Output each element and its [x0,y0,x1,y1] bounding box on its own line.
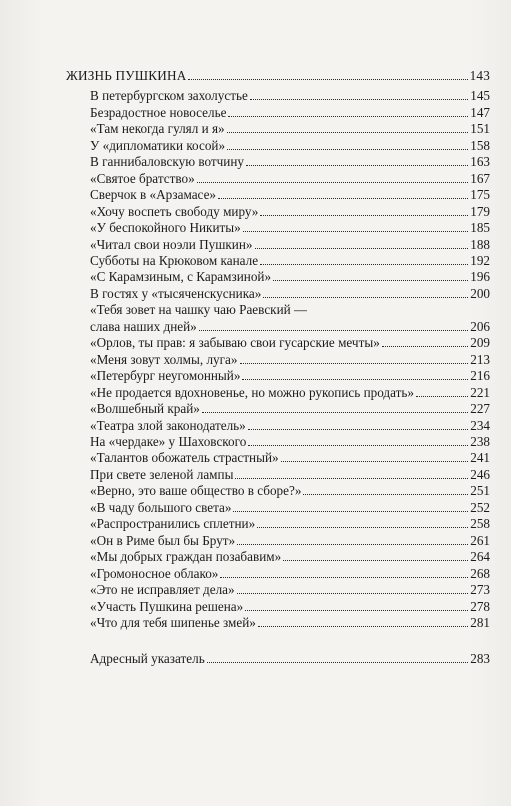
entry-title: «Читал свои ноэли Пушкин» [90,236,253,252]
entry-title: «Меня зовут холмы, луга» [90,351,238,367]
entry-page-number: 264 [470,549,490,565]
toc-entry [66,352,490,368]
dot-leader [246,165,468,166]
dot-leader [255,248,469,249]
toc-index-entry [66,651,490,667]
entry-title: «У беспокойного Никиты» [90,220,241,236]
dot-leader [242,379,468,380]
entry-title: «Орлов, ты прав: я забываю свои гусарские мечты» [90,335,380,351]
toc-section-heading [66,68,490,84]
toc-entry [66,516,490,532]
entry-page-number: 188 [470,236,490,252]
entry-page-number: 179 [470,203,490,219]
toc-entry [66,615,490,631]
entry-page-number: 273 [470,582,490,598]
dot-leader [233,511,468,512]
entry-title: В ганнибаловскую вотчину [90,154,245,170]
toc-entry [66,171,490,187]
toc-entry [66,237,490,253]
entry-title: «Театра злой законодатель» [90,417,246,433]
toc-entry [66,187,490,203]
dot-leader [245,610,468,611]
dot-leader [250,99,468,100]
entry-page-number: 209 [470,335,490,351]
toc-entry [66,418,490,434]
entry-page-number: 200 [470,285,490,301]
entry-page-number: 258 [470,516,490,532]
dot-leader [218,198,468,199]
dot-leader [199,330,468,331]
entry-title: «Тебя зовет на чашку чаю Раевский — [90,302,308,318]
toc-entry [66,549,490,565]
dot-leader [227,149,468,150]
toc-entry [66,566,490,582]
entry-title: слава наших дней» [90,318,197,334]
toc-entry [66,319,490,335]
entry-title: У «дипломатики косой» [90,137,226,153]
entry-title: «Хочу воспеть свободу миру» [90,203,259,219]
dot-leader [258,626,468,627]
toc-entry [66,220,490,236]
dot-leader [197,182,469,183]
entry-page-number: 151 [470,121,490,137]
toc-entry-line [66,302,490,318]
entry-page-number: 167 [470,170,490,186]
dot-leader [227,132,469,133]
toc-entry [66,88,490,104]
dot-leader [228,116,468,117]
entry-page-number: 281 [470,614,490,630]
dot-leader [260,215,468,216]
toc-entry [66,253,490,269]
dot-leader [303,494,468,495]
dot-leader [382,346,468,347]
dot-leader [207,662,468,663]
entry-page-number: 147 [470,104,490,120]
entry-title: «Он в Риме был бы Брут» [90,532,236,548]
dot-leader [220,577,468,578]
entry-title: «В чаду большого света» [90,499,232,515]
entry-title: «Распространились сплетни» [90,516,256,532]
toc-entry [66,368,490,384]
entry-title: «Там некогда гулял и я» [90,121,225,137]
index-title: Адресный указатель [90,651,205,667]
section-page-number: 143 [469,68,490,83]
entry-title: При свете зеленой лампы [90,466,234,482]
entry-title: На «чердаке» у Шаховского [90,433,247,449]
toc-entry [66,401,490,417]
entry-page-number: 252 [470,499,490,515]
toc-entry [66,434,490,450]
entry-title: «Верно, это ваше общество в сборе?» [90,483,302,499]
entry-page-number: 238 [470,433,490,449]
dot-leader [202,412,468,413]
entry-page-number: 221 [470,384,490,400]
toc-entry [66,138,490,154]
toc-entry [66,154,490,170]
entry-title: «Это не исправляет дела» [90,582,235,598]
entry-title: Безрадостное новоселье [90,104,227,120]
entry-page-number: 278 [470,598,490,614]
toc-entry [66,483,490,499]
entry-title: «Не продается вдохновенье, но можно рукопись продать» [90,384,415,400]
entry-page-number: 185 [470,220,490,236]
toc-entry [66,335,490,351]
entry-title: Сверчок в «Арзамасе» [90,187,217,203]
entry-page-number: 268 [470,565,490,581]
index-page-number: 283 [470,651,490,667]
entry-page-number: 261 [470,532,490,548]
entry-title: «Святое братство» [90,170,195,186]
entry-page-number: 227 [470,401,490,417]
dot-leader [257,527,468,528]
toc-entries [66,88,490,631]
entry-page-number: 213 [470,351,490,367]
entry-page-number: 163 [470,154,490,170]
entry-title: «Талантов обожатель страстный» [90,450,279,466]
dot-leader [263,297,468,298]
dot-leader [416,396,468,397]
toc-entry [66,467,490,483]
dot-leader [283,560,468,561]
entry-page-number: 246 [470,466,490,482]
entry-title: «Мы добрых граждан позабавим» [90,549,282,565]
dot-leader [260,264,468,265]
dot-leader [281,461,469,462]
toc-entry [66,121,490,137]
toc-entry [66,385,490,401]
entry-page-number: 192 [470,252,490,268]
dot-leader [188,79,467,80]
entry-page-number: 251 [470,483,490,499]
dot-leader [243,231,468,232]
entry-page-number: 175 [470,187,490,203]
entry-title: «Петербург неугомонный» [90,368,241,384]
entry-page-number: 196 [470,269,490,285]
dot-leader [248,429,468,430]
toc-entry [66,533,490,549]
entry-page-number: 158 [470,137,490,153]
entry-title: «Волшебный край» [90,401,200,417]
toc-entry [66,582,490,598]
entry-page-number: 234 [470,417,490,433]
entry-page-number: 145 [470,88,490,104]
toc-entry [66,286,490,302]
entry-page-number: 216 [470,368,490,384]
section-title: ЖИЗНЬ ПУШКИНА [66,68,187,83]
toc-entry [66,204,490,220]
entry-title: «Громоносное облако» [90,565,219,581]
toc-entry [66,599,490,615]
entry-title: Субботы на Крюковом канале [90,252,259,268]
dot-leader [237,593,469,594]
toc-entry [66,105,490,121]
toc-entry [66,269,490,285]
dot-leader [240,363,469,364]
entry-title: В петербургском захолустье [90,88,248,104]
entry-title: «Что для тебя шипенье змей» [90,614,256,630]
toc-entry [66,450,490,466]
entry-page-number: 206 [470,318,490,334]
dot-leader [235,478,468,479]
toc-entry [66,500,490,516]
dot-leader [237,544,468,545]
dot-leader [248,445,468,446]
entry-title: «С Карамзиным, с Карамзиной» [90,269,272,285]
entry-title: «Участь Пушкина решена» [90,598,244,614]
dot-leader [273,280,468,281]
entry-title: В гостях у «тысяченскусника» [90,285,262,301]
table-of-contents [66,68,490,668]
entry-page-number: 241 [470,450,490,466]
